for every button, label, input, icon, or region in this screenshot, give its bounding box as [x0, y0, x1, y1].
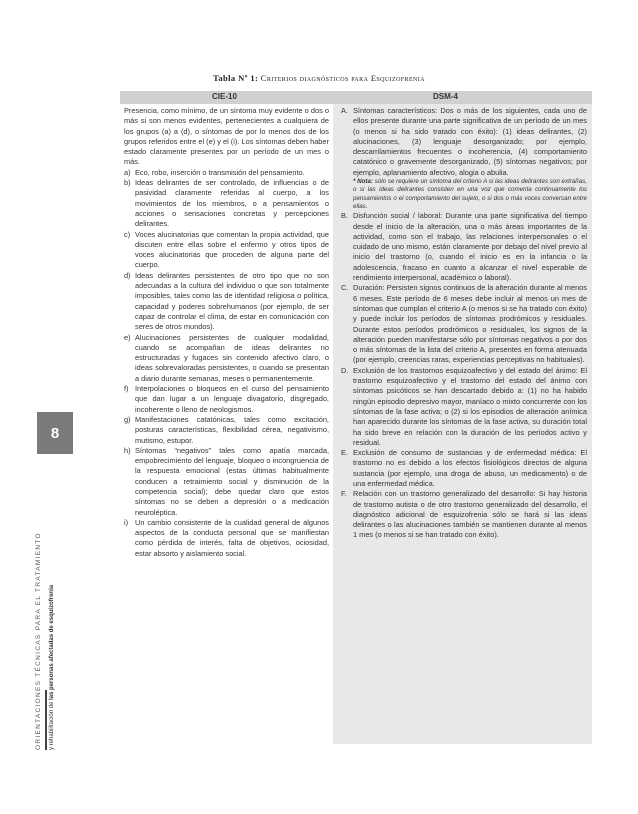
table-title-prefix: Tabla Nº 1: — [213, 73, 259, 83]
list-item: f) Interpolaciones o bloqueos en el curso del pensamiento que dan lugar a un lenguaje divagatorio, disgregado, incoherente o lleno de neologismos. — [124, 384, 329, 414]
dsm4-note-label: * Nota: — [353, 178, 373, 186]
list-item: g) Manifestaciones catatónicas, tales como excitación, posturas características, flexibilidad cérea, negativismo, mutismo, estupor. — [124, 414, 329, 445]
dsm4-note-text: sólo se requiere un síntoma del criterio A si las ideas delirantes son extrañas, o si las ideas delirantes consisten en una voz que comenta continuamente los pensamientos o el comportamiento del sujeto, o si dos o más voces conversan entre ellas. — [353, 178, 587, 210]
list-item: b) Ideas delirantes de ser controlado, de influencias o de pasividad claramente referidas al cuerpo, a los movimientos de los miembros, o a pensamientos o acciones o sensaciones concretas y percepciones delirantes. — [124, 178, 329, 229]
list-item: e) Alucinaciones persistentes de cualquier modalidad, cuando se acompañan de ideas delirantes no estructuradas y fugaces sin contenido afectivo claro, o ideas sobrevaloradas persistentes, o cuando se presentan a diario durante semanas, meses o permanentemente. — [124, 332, 329, 383]
sidebar-line-2 — [49, 350, 55, 750]
list-item: A. Síntomas característicos: Dos o más de los siguientes, cada uno de ellos presente durante una parte significativa de un período de un mes (o menos si ha sido tratado con éxito): (1) ideas delirantes, (2) alucinaciones, (3) lenguaje desorganizado; por ejemplo, descarrilamientos frecuentes o incoherencia, (4) comportamiento catatónico o gravemente desorganizado, (5) síntomas negativos; por ejemplo, aplanamiento afectivo, alogia o abulia. — [341, 106, 587, 177]
list-item: h) Síntomas “negativos” tales como apatía marcada, empobrecimiento del lenguaje, bloqueo o incongruencia de la respuesta emocional (estas últimas habitualmente conducen a retraimiento social y disminución de la competencia social); debe quedar claro que estos síntomas no se deben a depresión o a medicación neuroléptica. — [124, 445, 329, 517]
list-item: F. Relación con un trastorno generalizado del desarrollo: Si hay historia de trastorno autista o de otro trastorno generalizado del desarrollo, el diagnóstico adicional de esquizofrenia sólo se hará si las ideas delirantes o las alucinaciones también se mantienen durante al menos 1 mes (o menos si se han tratado con éxito). — [341, 489, 587, 540]
sidebar-rotated-text — [35, 350, 55, 750]
dsm4-note — [353, 178, 587, 211]
cie10-criteria-list — [124, 168, 329, 559]
col-header-cie10: CIE-10 — [212, 92, 237, 101]
cie10-intro: Presencia, como mínimo, de un síntoma muy evidente o dos o más si son menos evidentes, pertenecientes a cualquiera de los grupos (a) a (d), o síntomas de por lo menos dos de los grupos referidos entre el (e) y el (i). Los síntomas deben haber estado claramente presentes por un período de un mes o más. — [124, 106, 329, 167]
cie10-column — [120, 104, 333, 744]
list-item: B. Disfunción social / laboral: Durante una parte significativa del tiempo desde el inicio de la alteración, una o más áreas importantes de la actividad, como son el trabajo, las relaciones interpersonales o el cuidado de uno mismo, están claramente por debajo del nivel previo al inicio del trastorno (o, cuando el inicio es en la infancia o la adolescencia, fracaso en cuanto a alcanzar el nivel esperable de rendimiento interpersonal, académico o laboral). — [341, 211, 587, 283]
table-header-row — [120, 91, 592, 104]
list-item: a) Eco, robo, inserción o transmisión del pensamiento. — [124, 167, 305, 177]
sidebar-line-2-normal: y rehabilitación de — [49, 699, 55, 750]
sidebar-line-1: ORIENTACIONES TÉCNICAS PARA EL TRATAMIENTO — [35, 532, 42, 750]
list-item: D. Exclusión de los trastornos esquizoafectivo y del estado del ánimo: El trastorno esquizoafectivo y el trastorno del estado del ánimo con síntomas psicóticos se han descartado debido a: (1) no ha habido ningún episodio depresivo mayor, maníaco o mixto concurrente con los síntomas de la fase activa; o (2) si los episodios de alteración anímica han aparecido durante los síntomas de la fase activa, su duración total ha sido breve en relación con la duración de los períodos activo y residual. — [341, 365, 587, 447]
chapter-number-badge: 8 — [37, 412, 73, 454]
list-item: d) Ideas delirantes persistentes de otro tipo que no son adecuadas a la cultura del individuo o que son totalmente imposibles, tales como las de identidad religiosa o política, capacidad y poderes sobrehumanos (por ejemplo, de ser capaz de controlar el clima, de estar en comunicación con seres de otros mundos). — [124, 270, 329, 332]
table-title — [0, 73, 638, 83]
criteria-table — [120, 91, 592, 744]
sidebar-line-2-bold: las personas afectadas de esquizofrenia — [49, 584, 55, 700]
dsm4-column — [333, 104, 592, 744]
col-header-dsm4: DSM-4 — [433, 92, 458, 101]
list-item: c) Voces alucinatorias que comentan la propia actividad, que discuten entre ellas sobre el enfermo y otros tipos de voces alucinatorias que proceden de alguna parte del cuerpo. — [124, 229, 329, 270]
list-item: E. Exclusión de consumo de sustancias y de enfermedad médica: El trastorno no es debido a los efectos fisiológicos directos de alguna sustancia (por ejemplo, una droga de abuso, un medicamento) o de una enfermedad médica. — [341, 448, 587, 488]
table-title-text: Criterios diagnósticos para Esquizofrenia — [260, 73, 425, 83]
chapter-sidebar — [35, 350, 75, 750]
list-item: i) Un cambio consistente de la cualidad general de algunos aspectos de la conducta personal que se manifiestan como pérdida de interés, falta de objetivos, ociosidad, estar absorto y aislamiento social. — [124, 517, 329, 558]
list-item: C. Duración: Persisten signos continuos de la alteración durante al menos 6 meses. Este período de 6 meses debe incluir al menos un mes de síntomas que cumplan el criterio A (o menos si se ha tratado con éxito) y puede incluir los períodos de síntomas prodrómicos y residuales. Durante estos períodos prodrómicos o residuales, los signos de la alteración pueden manifestarse sólo por síntomas negativos o por dos o más síntomas de la lista del criterio A, presentes en forma atenuada (por ejemplo, creencias raras, experiencias perceptivas no habituales). — [341, 283, 587, 365]
